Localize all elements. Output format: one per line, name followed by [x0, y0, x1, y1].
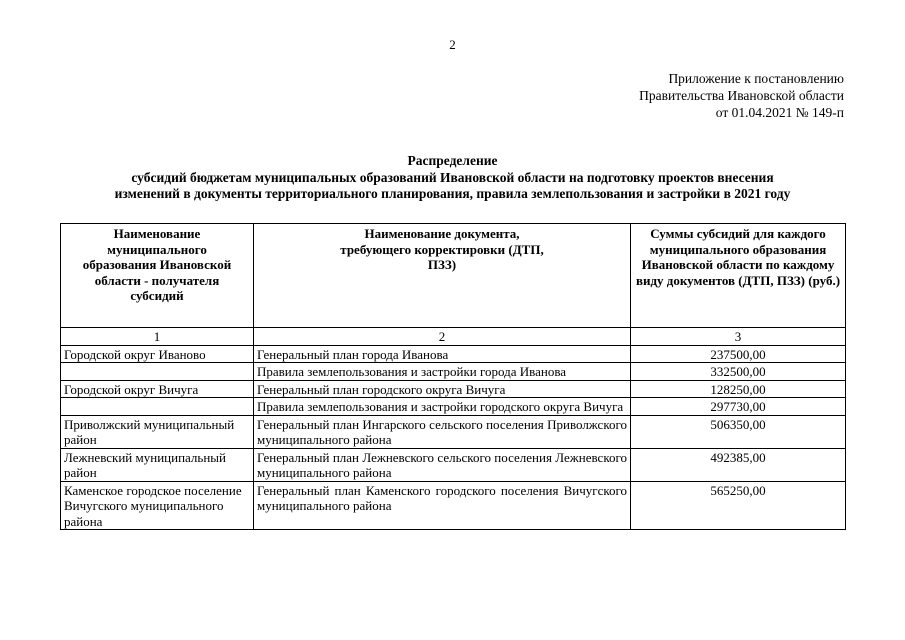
appendix-line-3: от 01.04.2021 № 149-п	[715, 105, 844, 120]
document-title	[60, 153, 845, 203]
table-row	[61, 345, 846, 363]
table-row	[61, 448, 846, 481]
table-row	[61, 415, 846, 448]
document-cell: Правила землепользования и застройки городского округа Вичуга	[254, 398, 631, 416]
table-row	[61, 363, 846, 381]
amount-cell: 237500,00	[631, 345, 846, 363]
amount-cell: 128250,00	[631, 380, 846, 398]
subsidy-table	[60, 223, 846, 530]
document-cell: Генеральный план города Иванова	[254, 345, 631, 363]
amount-cell: 297730,00	[631, 398, 846, 416]
document-cell: Генеральный план Лежневского сельского поселения Лежневского муниципального района	[254, 448, 631, 481]
title-line-1: Распределение	[407, 153, 498, 168]
document-cell: Генеральный план Ингарского сельского поселения Приволжского муниципального района	[254, 415, 631, 448]
municipality-cell: Лежневский муниципальный район	[61, 448, 254, 481]
table-row	[61, 380, 846, 398]
appendix-reference	[639, 70, 844, 121]
municipality-cell	[61, 398, 254, 416]
appendix-line-2: Правительства Ивановской области	[639, 88, 844, 103]
page-number: 2	[449, 37, 456, 52]
table-header-row	[61, 224, 846, 328]
column-number-3: 3	[631, 328, 846, 346]
document-cell: Генеральный план городского округа Вичуга	[254, 380, 631, 398]
amount-cell: 332500,00	[631, 363, 846, 381]
municipality-cell: Приволжский муниципальный район	[61, 415, 254, 448]
document-cell: Генеральный план Каменского городского поселения Вичугского муниципального района	[254, 481, 631, 530]
amount-cell: 565250,00	[631, 481, 846, 530]
amount-cell: 506350,00	[631, 415, 846, 448]
title-line-2: субсидий бюджетам муниципальных образований Ивановской области на подготовку проектов внесения	[131, 169, 774, 185]
header-document: Наименование документа, требующего корректировки (ДТП, ПЗЗ)	[254, 224, 631, 328]
column-number-2: 2	[254, 328, 631, 346]
column-number-1: 1	[61, 328, 254, 346]
municipality-cell: Городской округ Вичуга	[61, 380, 254, 398]
appendix-line-1: Приложение к постановлению	[668, 71, 844, 86]
document-cell: Правила землепользования и застройки города Иванова	[254, 363, 631, 381]
title-line-3: изменений в документы территориального планирования, правила землепользования и застройки в 2021 году	[114, 186, 791, 201]
table-row	[61, 398, 846, 416]
column-number-row	[61, 328, 846, 346]
header-amount: Суммы субсидий для каждого муниципального образования Ивановской области по каждому виду документов (ДТП, ПЗЗ) (руб.)	[631, 224, 846, 328]
municipality-cell: Городской округ Иваново	[61, 345, 254, 363]
municipality-cell: Каменское городское поселение Вичугского муниципального района	[61, 481, 254, 530]
header-municipality: Наименование муниципального образования Ивановской области - получателя субсидий	[61, 224, 254, 328]
amount-cell: 492385,00	[631, 448, 846, 481]
table-row	[61, 481, 846, 530]
municipality-cell	[61, 363, 254, 381]
